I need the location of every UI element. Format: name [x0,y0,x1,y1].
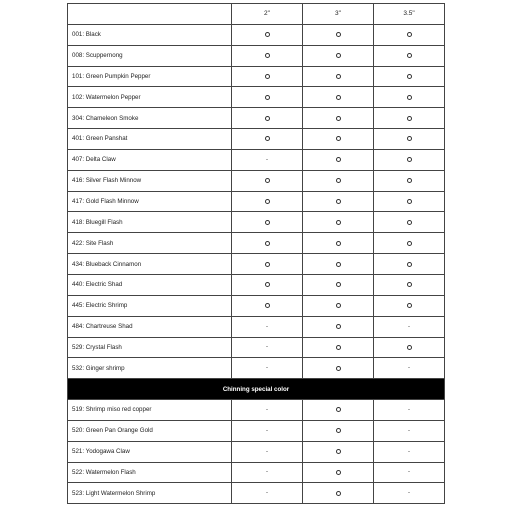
available-circle-icon [265,282,270,287]
availability-cell [373,274,445,295]
availability-cell [302,232,373,253]
available-circle-icon [265,95,270,100]
unavailable-dash: - [408,469,410,476]
table-row [67,24,445,45]
available-circle-icon [265,32,270,37]
available-circle-icon [336,178,341,183]
table-row [67,316,445,337]
availability-cell [231,253,302,274]
available-circle-icon [265,199,270,204]
available-circle-icon [265,53,270,58]
available-circle-icon [407,95,412,100]
available-circle-icon [407,178,412,183]
color-name-cell: 417: Gold Flash Minnow [67,191,231,212]
availability-cell [302,274,373,295]
color-name-cell: 001: Black [67,24,231,45]
unavailable-dash: - [266,448,268,455]
availability-cell [373,482,445,503]
table-row [67,462,445,483]
table-row [67,253,445,274]
availability-cell [373,399,445,420]
table-row [67,211,445,232]
availability-cell [231,420,302,441]
availability-cell [302,66,373,87]
availability-cell [231,316,302,337]
table-row [67,128,445,149]
available-circle-icon [265,136,270,141]
availability-cell [302,86,373,107]
color-name-cell: 304: Chameleon Smoke [67,107,231,128]
table-row [67,420,445,441]
available-circle-icon [407,136,412,141]
table-row [67,274,445,295]
availability-cell [373,211,445,232]
availability-cell [231,399,302,420]
availability-cell [302,211,373,232]
table-row [67,149,445,170]
availability-cell [302,420,373,441]
unavailable-dash: - [408,365,410,372]
availability-cell [373,170,445,191]
section-header: Chinning special color [67,378,445,399]
availability-cell [302,149,373,170]
availability-cell [373,86,445,107]
availability-cell [302,399,373,420]
unavailable-dash: - [408,323,410,330]
available-circle-icon [407,74,412,79]
availability-cell [373,66,445,87]
color-name-cell: 434: Blueback Cinnamon [67,253,231,274]
availability-cell [302,441,373,462]
available-circle-icon [336,428,341,433]
available-circle-icon [336,303,341,308]
available-circle-icon [265,241,270,246]
available-circle-icon [336,282,341,287]
available-circle-icon [336,345,341,350]
color-name-cell: 416: Silver Flash Minnow [67,170,231,191]
unavailable-dash: - [266,490,268,497]
availability-cell [231,337,302,358]
color-name-cell: 529: Crystal Flash [67,337,231,358]
available-circle-icon [407,303,412,308]
color-name-cell: 008: Scuppernong [67,45,231,66]
available-circle-icon [336,366,341,371]
availability-cell [231,191,302,212]
table-row [67,337,445,358]
availability-cell [302,128,373,149]
available-circle-icon [265,220,270,225]
table-row [67,357,445,378]
unavailable-dash: - [266,323,268,330]
availability-cell [302,357,373,378]
table-header-row [67,3,445,24]
color-name-cell: 520: Green Pan Orange Gold [67,420,231,441]
available-circle-icon [336,32,341,37]
availability-cell [302,107,373,128]
color-name-cell: 407: Delta Claw [67,149,231,170]
availability-cell [302,24,373,45]
unavailable-dash: - [266,156,268,163]
availability-cell [373,149,445,170]
color-name-cell: 532: Ginger shrimp [67,357,231,378]
table-row [67,482,445,503]
availability-cell [302,191,373,212]
color-name-cell: 102: Watermelon Pepper [67,86,231,107]
color-name-cell: 101: Green Pumpkin Pepper [67,66,231,87]
table-row [67,295,445,316]
availability-cell [231,482,302,503]
availability-cell [373,232,445,253]
available-circle-icon [407,241,412,246]
available-circle-icon [407,220,412,225]
availability-cell [373,191,445,212]
unavailable-dash: - [266,344,268,351]
availability-cell [231,170,302,191]
availability-cell [302,45,373,66]
available-circle-icon [407,116,412,121]
table-row [67,170,445,191]
header-size-2in: 2" [231,3,302,24]
availability-cell [373,295,445,316]
available-circle-icon [336,74,341,79]
available-circle-icon [336,449,341,454]
unavailable-dash: - [266,427,268,434]
availability-cell [373,253,445,274]
available-circle-icon [265,178,270,183]
available-circle-icon [336,95,341,100]
availability-cell [231,149,302,170]
availability-cell [231,24,302,45]
available-circle-icon [336,324,341,329]
table-body-top [67,24,445,378]
available-circle-icon [407,282,412,287]
availability-cell [231,357,302,378]
availability-cell [231,128,302,149]
table-row [67,232,445,253]
availability-cell [231,274,302,295]
availability-cell [373,24,445,45]
availability-cell [302,316,373,337]
availability-cell [302,337,373,358]
availability-cell [302,295,373,316]
table-body-bottom [67,399,445,503]
available-circle-icon [265,116,270,121]
table-row [67,107,445,128]
available-circle-icon [265,262,270,267]
available-circle-icon [336,116,341,121]
available-circle-icon [336,470,341,475]
header-size-3in: 3" [302,3,373,24]
available-circle-icon [336,262,341,267]
color-name-cell: 422: Site Flash [67,232,231,253]
availability-cell [231,232,302,253]
availability-cell [373,45,445,66]
availability-cell [373,357,445,378]
available-circle-icon [407,199,412,204]
color-name-cell: 523: Light Watermelon Shrimp [67,482,231,503]
availability-cell [231,211,302,232]
availability-cell [231,462,302,483]
unavailable-dash: - [408,427,410,434]
availability-cell [302,253,373,274]
availability-cell [302,170,373,191]
color-name-cell: 519: Shrimp miso red copper [67,399,231,420]
available-circle-icon [407,345,412,350]
available-circle-icon [407,32,412,37]
unavailable-dash: - [266,469,268,476]
available-circle-icon [336,157,341,162]
available-circle-icon [265,74,270,79]
available-circle-icon [336,136,341,141]
availability-cell [302,462,373,483]
available-circle-icon [336,53,341,58]
available-circle-icon [407,157,412,162]
header-name-cell [67,3,231,24]
table-row [67,86,445,107]
table-row [67,441,445,462]
availability-cell [373,420,445,441]
table-row [67,66,445,87]
table-row [67,399,445,420]
availability-cell [231,86,302,107]
color-name-cell: 522: Watermelon Flash [67,462,231,483]
availability-cell [373,316,445,337]
availability-cell [302,482,373,503]
availability-cell [231,295,302,316]
availability-cell [373,107,445,128]
available-circle-icon [336,241,341,246]
color-name-cell: 440: Electric Shad [67,274,231,295]
available-circle-icon [265,303,270,308]
availability-cell [231,441,302,462]
color-name-cell: 521: Yodogawa Claw [67,441,231,462]
unavailable-dash: - [266,365,268,372]
availability-cell [373,337,445,358]
unavailable-dash: - [266,406,268,413]
header-size-3-5in: 3.5" [373,3,445,24]
available-circle-icon [336,407,341,412]
table-row [67,45,445,66]
unavailable-dash: - [408,448,410,455]
availability-cell [231,45,302,66]
color-name-cell: 445: Electric Shrimp [67,295,231,316]
availability-cell [231,107,302,128]
color-name-cell: 484: Chartreuse Shad [67,316,231,337]
available-circle-icon [336,491,341,496]
unavailable-dash: - [408,406,410,413]
available-circle-icon [336,220,341,225]
color-name-cell: 418: Bluegill Flash [67,211,231,232]
available-circle-icon [407,53,412,58]
table-bottom-border [67,503,445,504]
color-size-table [67,3,445,504]
availability-cell [373,128,445,149]
availability-cell [373,441,445,462]
color-name-cell: 401: Green Panshat [67,128,231,149]
available-circle-icon [407,262,412,267]
availability-cell [231,66,302,87]
available-circle-icon [336,199,341,204]
availability-cell [373,462,445,483]
unavailable-dash: - [408,490,410,497]
table-row [67,191,445,212]
